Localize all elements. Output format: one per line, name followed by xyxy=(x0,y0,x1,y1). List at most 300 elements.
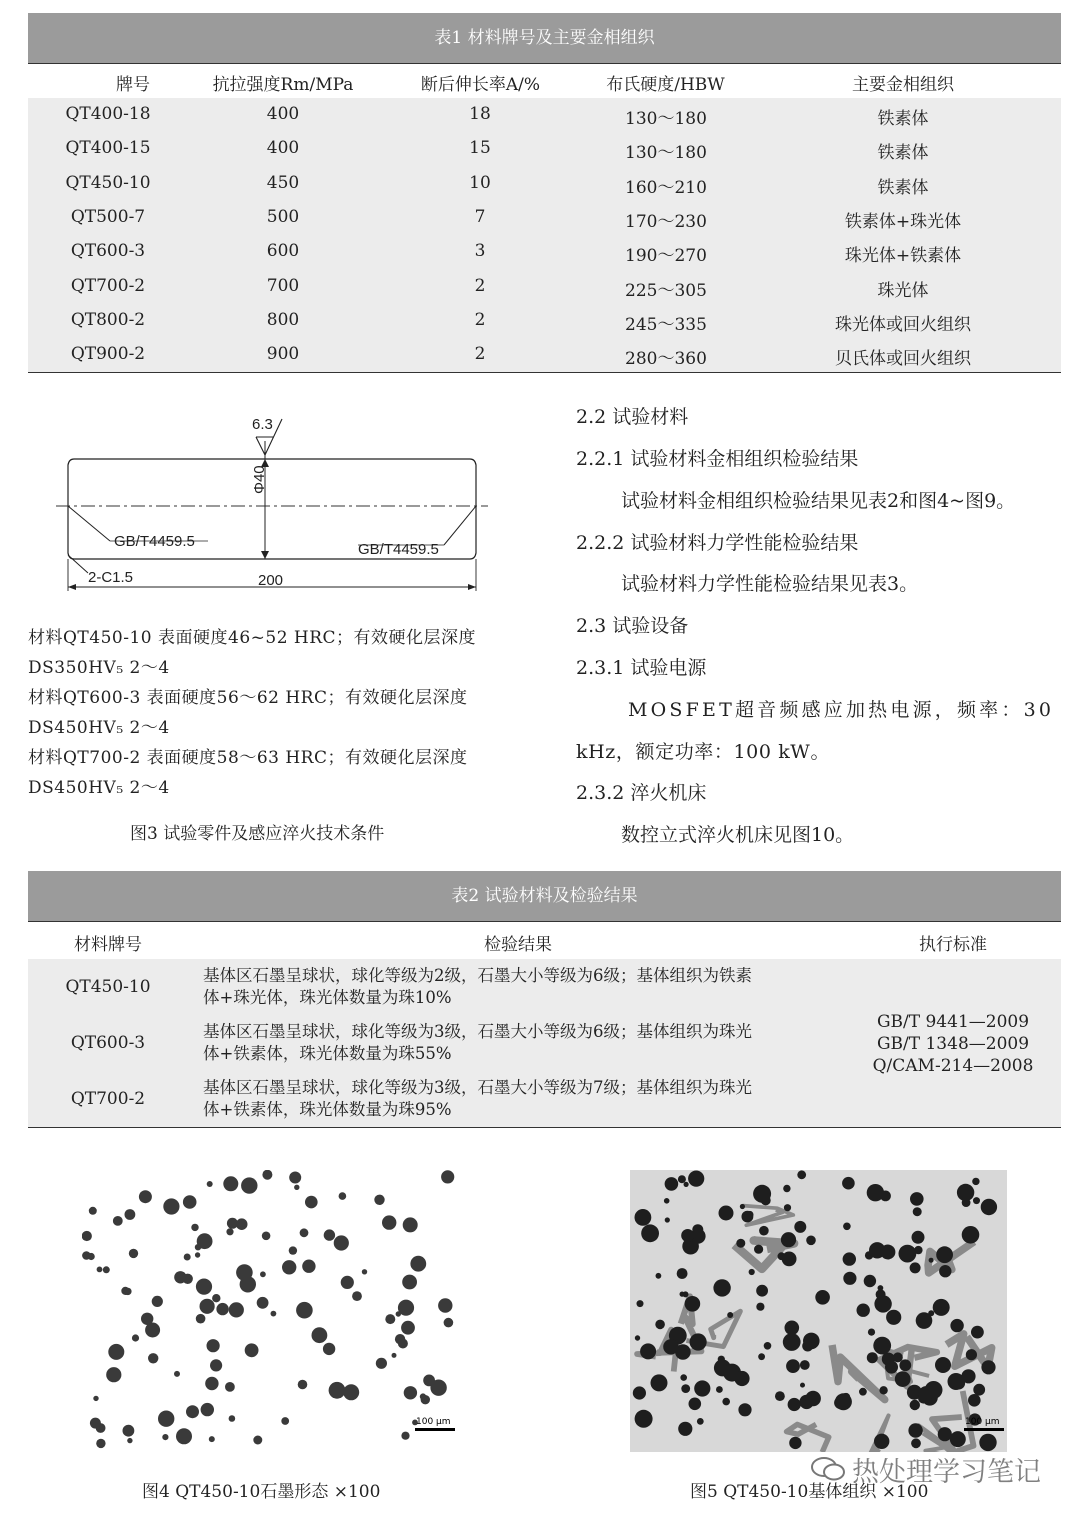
graphite-nodule xyxy=(184,1254,191,1261)
graphite-nodule xyxy=(736,1239,745,1248)
figure4-micrograph xyxy=(82,1170,460,1452)
cell-tensile: 400 xyxy=(266,138,300,159)
graphite-nodule xyxy=(90,1418,101,1429)
section-heading: 2.3 试验设备 xyxy=(576,615,689,637)
graphite-nodule xyxy=(784,1204,791,1211)
graphite-nodule xyxy=(174,1271,186,1283)
cell-result xyxy=(203,965,843,1009)
graphite-nodule xyxy=(678,1422,692,1436)
graphite-nodule xyxy=(899,1359,911,1371)
graphite-nodule xyxy=(681,1229,694,1242)
cell-structure: 铁素体 xyxy=(877,177,929,198)
graphite-nodule xyxy=(957,1184,974,1201)
graphite-nodule xyxy=(635,1209,652,1226)
table-row xyxy=(28,235,1061,269)
cell-structure: 铁素体 xyxy=(877,109,929,129)
graphite-nodule xyxy=(174,1371,180,1377)
cell-structure: 铁素体+珠光体 xyxy=(844,211,962,232)
graphite-nodule xyxy=(684,1182,689,1187)
graphite-nodule xyxy=(207,1339,220,1352)
graphite-nodule xyxy=(129,1249,138,1258)
section-heading: 2.2 试验材料 xyxy=(576,406,689,428)
figure4-caption: 图4 QT450-10石墨形态 ×100 xyxy=(142,1482,381,1502)
graphite-nodule xyxy=(392,1353,397,1358)
graphite-nodule xyxy=(226,1228,233,1235)
graphite-nodule xyxy=(936,1246,953,1263)
graphite-nodule xyxy=(352,1291,362,1301)
cell-elongation: 7 xyxy=(474,206,486,227)
scale-bar xyxy=(964,1428,1004,1443)
graphite-nodule xyxy=(635,1410,653,1428)
graphite-nodule xyxy=(262,1170,272,1180)
section-heading: 2.3.1 试验电源 xyxy=(576,657,707,679)
graphite-nodule xyxy=(928,1310,934,1316)
table1-body xyxy=(28,98,1061,373)
section-heading: 2.3.2 淬火机床 xyxy=(576,782,707,804)
graphite-nodule xyxy=(262,1232,271,1241)
graphite-nodule xyxy=(966,1349,977,1360)
graphite-nodule xyxy=(788,1398,801,1411)
table1-header-hardness: 布氏硬度/HBW xyxy=(606,75,725,95)
graphite-nodule xyxy=(296,1302,313,1319)
graphite-nodule xyxy=(430,1380,446,1396)
graphite-nodule xyxy=(910,1400,920,1410)
graphite-nodule xyxy=(382,1215,396,1229)
graphite-nodule xyxy=(96,1439,105,1448)
spec-line: DS450HV₅ 2～4 xyxy=(28,718,170,738)
graphite-nodule xyxy=(240,1276,256,1292)
graphite-nodule xyxy=(633,1386,646,1399)
graphite-nodule xyxy=(756,1285,768,1297)
graphite-nodule xyxy=(271,1311,277,1317)
graphite-nodule xyxy=(125,1209,136,1220)
graphite-nodule xyxy=(640,1343,656,1359)
graphite-nodule xyxy=(929,1258,934,1263)
graphite-nodule xyxy=(664,1198,670,1204)
figure5-caption: 图5 QT450-10基体组织 ×100 xyxy=(690,1482,929,1502)
graphite-nodule xyxy=(656,1273,662,1279)
graphite-nodule xyxy=(655,1320,665,1330)
graphite-nodule xyxy=(376,1358,387,1369)
graphite-nodule xyxy=(651,1374,668,1391)
cell-hardness: 160～210 xyxy=(625,177,707,198)
graphite-nodule xyxy=(797,1170,806,1179)
graphite-nodule xyxy=(334,1235,349,1250)
standard-item: Q/CAM-214—2008 xyxy=(872,1056,1034,1076)
graphite-nodule xyxy=(867,1184,884,1201)
graphite-nodule xyxy=(106,1367,121,1382)
graphite-nodule xyxy=(775,1391,785,1401)
graphite-nodule xyxy=(132,1334,139,1341)
graphite-nodule xyxy=(401,1321,415,1335)
cell-structure: 贝氏体或回火组织 xyxy=(835,349,971,370)
graphite-nodule xyxy=(196,1314,206,1324)
graphite-nodule xyxy=(103,1266,110,1273)
graphite-nodule xyxy=(968,1394,981,1407)
graphite-nodule xyxy=(282,1260,296,1274)
graphite-nodule xyxy=(441,1170,454,1183)
cell-hardness: 130～180 xyxy=(625,109,707,129)
graphite-nodule xyxy=(223,1176,238,1191)
wechat-icon xyxy=(810,1455,846,1483)
table-row xyxy=(28,1071,1061,1127)
graphite-nodule xyxy=(444,1318,454,1328)
graphite-nodule xyxy=(895,1371,911,1387)
graphite-nodule xyxy=(783,1333,801,1351)
cell-elongation: 2 xyxy=(474,344,486,365)
graphite-nodule xyxy=(141,1313,153,1325)
graphite-nodule xyxy=(176,1428,192,1444)
graphite-nodule xyxy=(719,1206,734,1221)
graphite-nodule xyxy=(800,1383,805,1388)
graphite-nodule xyxy=(195,1252,200,1257)
graphite-nodule xyxy=(401,1432,409,1440)
graphite-nodule xyxy=(783,1185,790,1192)
graphite-nodule xyxy=(782,1252,797,1267)
graphite-nodule xyxy=(940,1307,947,1314)
graphite-nodule xyxy=(802,1341,813,1352)
graphite-nodule xyxy=(298,1380,308,1390)
graphite-nodule xyxy=(971,1326,984,1339)
graphite-nodule xyxy=(289,1246,297,1254)
graphite-nodule xyxy=(281,1417,289,1425)
graphite-nodule xyxy=(123,1425,135,1437)
graphite-nodule xyxy=(805,1391,821,1407)
graphite-nodule xyxy=(874,1295,891,1312)
graphite-nodule xyxy=(300,1228,309,1237)
cell-tensile: 450 xyxy=(266,172,300,193)
graphite-nodule xyxy=(241,1177,257,1193)
graphite-nodule xyxy=(950,1319,963,1332)
graphite-nodule xyxy=(404,1386,417,1399)
graphite-nodule xyxy=(210,1359,222,1371)
scale-label: 100 μm xyxy=(416,1417,451,1427)
graphite-nodule xyxy=(697,1418,704,1425)
section-heading: 2.2.1 试验材料金相组织检验结果 xyxy=(576,448,859,470)
cell-grade: QT700-2 xyxy=(70,275,146,296)
graphite-nodule xyxy=(410,1256,426,1272)
graphite-nodule xyxy=(341,1276,354,1289)
graphite-nodule xyxy=(197,1233,213,1249)
standard-item: GB/T 9441—2009 xyxy=(876,1012,1030,1032)
graphite-nodule xyxy=(908,1423,922,1437)
graphite-nodule xyxy=(127,1438,132,1443)
graphite-nodule xyxy=(420,1393,426,1399)
graphite-nodule xyxy=(294,1185,299,1190)
pearlite-region xyxy=(832,1345,885,1400)
graphite-nodule xyxy=(82,1231,92,1241)
graphite-nodule xyxy=(688,1171,704,1187)
graphite-nodule xyxy=(690,1333,707,1350)
graphite-nodule xyxy=(212,1294,220,1302)
graphite-nodule xyxy=(398,1339,408,1349)
roughness-label: 6.3 xyxy=(252,416,273,433)
graphite-nodule xyxy=(108,1344,124,1360)
table-row xyxy=(28,338,1061,372)
cell-grade: QT450-10 xyxy=(65,977,151,997)
graphite-nodule xyxy=(800,1360,810,1370)
table-row xyxy=(28,959,1061,1015)
graphite-nodule xyxy=(680,1374,687,1381)
graphite-nodule xyxy=(89,1207,97,1215)
graphite-nodule xyxy=(722,1398,730,1406)
result-line: 体+铁素体，珠光体数量为珠55% xyxy=(203,1044,452,1063)
chamfer-label: 2-C1.5 xyxy=(88,569,134,586)
graphite-nodule xyxy=(678,1175,686,1183)
standard-item: GB/T 1348—2009 xyxy=(876,1034,1030,1054)
graphite-nodule xyxy=(402,1275,417,1290)
cell-grade: QT400-18 xyxy=(65,104,151,124)
cell-hardness: 280～360 xyxy=(625,349,707,370)
graphite-nodule xyxy=(912,1231,925,1244)
cell-tensile: 700 xyxy=(266,275,300,296)
graphite-nodule xyxy=(885,1361,898,1374)
table-row xyxy=(28,304,1061,338)
graphite-nodule xyxy=(158,1411,174,1427)
graphite-nodule xyxy=(113,1216,123,1226)
table-row xyxy=(28,270,1061,304)
graphite-nodule xyxy=(738,1403,751,1416)
cell-structure: 铁素体 xyxy=(877,143,929,164)
graphite-nodule xyxy=(794,1221,806,1233)
graphite-nodule xyxy=(343,1384,359,1400)
result-line: 体+铁素体，珠光体数量为珠95% xyxy=(203,1100,452,1119)
graphite-nodule xyxy=(681,1384,690,1393)
graphite-nodule xyxy=(740,1204,745,1209)
paragraph: kHz，额定功率：100 kW。 xyxy=(576,741,831,763)
graphite-nodule xyxy=(843,1272,856,1285)
table-row xyxy=(28,98,1061,132)
graphite-nodule xyxy=(329,1382,346,1399)
graphite-nodule xyxy=(806,1236,816,1246)
graphite-nodule xyxy=(641,1224,659,1242)
spec-line: 材料QT700-2 表面硬度58～63 HRC；有效硬化层深度 xyxy=(28,748,468,768)
graphite-nodule xyxy=(857,1304,870,1317)
graphite-nodule xyxy=(200,1299,215,1314)
graphite-nodule xyxy=(229,1302,244,1317)
graphite-nodule xyxy=(186,1405,199,1418)
graphite-nodule xyxy=(981,1199,997,1215)
graphite-nodule xyxy=(680,1292,685,1297)
graphite-nodule xyxy=(913,1207,922,1216)
graphite-nodule xyxy=(685,1296,701,1312)
graphite-nodule xyxy=(201,1403,214,1416)
graphite-nodule xyxy=(677,1268,688,1279)
table-row xyxy=(28,132,1061,166)
graphite-nodule xyxy=(93,1396,98,1401)
graphite-nodule xyxy=(305,1196,318,1209)
spec-line: DS350HV₅ 2～4 xyxy=(28,658,170,678)
cell-grade: QT600-3 xyxy=(70,1033,146,1053)
cell-elongation: 2 xyxy=(474,275,486,296)
graphite-nodule xyxy=(82,1251,91,1260)
graphite-nodule xyxy=(245,1343,259,1357)
spec-line: 材料QT450-10 表面硬度46~52 HRC；有效硬化层深度 xyxy=(28,628,477,648)
cell-structure: 珠光体或回火组织 xyxy=(835,314,971,335)
diameter-label: Φ40 xyxy=(251,465,268,494)
cell-hardness: 245～335 xyxy=(625,314,707,335)
graphite-nodule xyxy=(289,1172,301,1184)
cell-hardness: 170～230 xyxy=(625,211,707,232)
result-line: 基体区石墨呈球状，球化等级为3级，石墨大小等级为6级；基体组织为珠光 xyxy=(203,1022,752,1041)
graphite-nodule xyxy=(716,1386,723,1393)
graphite-nodule xyxy=(843,1252,856,1265)
cell-grade: QT900-2 xyxy=(70,344,146,365)
figure3-caption: 图3 试验零件及感应淬火技术条件 xyxy=(130,824,385,844)
graphite-nodule xyxy=(981,1360,995,1374)
table2-header xyxy=(28,921,1061,960)
cell-tensile: 600 xyxy=(266,241,300,262)
table-row xyxy=(28,167,1061,201)
graphite-nodule xyxy=(183,1195,197,1209)
table2-header-standard: 执行标准 xyxy=(919,935,987,955)
graphite-nodule xyxy=(148,1353,158,1363)
graphite-nodule xyxy=(339,1192,347,1200)
graphite-nodule xyxy=(781,1232,796,1247)
table1-header xyxy=(28,63,1061,99)
cell-elongation: 2 xyxy=(474,309,486,330)
paragraph: 数控立式淬火机床见图10。 xyxy=(621,824,855,846)
graphite-nodule xyxy=(973,1384,985,1396)
graphite-nodule xyxy=(718,1356,725,1363)
graphite-nodule xyxy=(939,1265,951,1277)
graphite-nodule xyxy=(815,1290,830,1305)
graphite-nodule xyxy=(694,1380,710,1396)
graphite-nodule xyxy=(324,1229,335,1240)
result-line: 基体区石墨呈球状，球化等级为2级，石墨大小等级为6级；基体组织为铁素 xyxy=(203,966,752,985)
graphite-nodule xyxy=(869,1242,885,1258)
length-label: 200 xyxy=(258,572,284,589)
graphite-nodule xyxy=(191,1224,198,1231)
paragraph: 试验材料金相组织检验结果见表2和图4~图9。 xyxy=(621,490,1016,512)
table1-header-structure: 主要金相组织 xyxy=(852,75,954,95)
cell-result xyxy=(203,1021,843,1065)
center-hole-left-label: GB/T4459.5 xyxy=(114,533,195,550)
scale-label: 100 μm xyxy=(965,1417,1000,1427)
graphite-nodule xyxy=(961,1369,975,1383)
cell-grade: QT450-10 xyxy=(65,172,151,193)
table1-header-elongation: 断后伸长率A/% xyxy=(420,75,541,95)
graphite-nodule xyxy=(914,1246,922,1254)
graphite-nodule xyxy=(753,1185,771,1203)
cell-standards xyxy=(868,1011,1038,1077)
graphite-nodule xyxy=(216,1303,228,1315)
table1-title: 表1 材料牌号及主要金相组织 xyxy=(28,13,1061,63)
graphite-nodule xyxy=(257,1297,269,1309)
graphite-nodule xyxy=(786,1359,800,1373)
graphite-nodule xyxy=(362,1269,367,1274)
graphite-nodule xyxy=(789,1437,801,1449)
graphite-nodule xyxy=(864,1275,876,1287)
graphite-nodule xyxy=(229,1415,236,1422)
graphite-nodule xyxy=(938,1427,952,1441)
figure5-micrograph xyxy=(630,1170,1007,1452)
cell-grade: QT600-3 xyxy=(70,241,146,262)
graphite-nodule xyxy=(868,1329,875,1336)
graphite-nodule xyxy=(302,1260,315,1273)
graphite-nodule xyxy=(253,1436,262,1445)
cell-hardness: 130～180 xyxy=(625,143,707,164)
graphite-nodule xyxy=(910,1192,924,1206)
graphite-nodule xyxy=(396,1311,401,1316)
graphite-nodule xyxy=(758,1353,765,1360)
graphite-nodule xyxy=(899,1245,917,1263)
graphite-nodule xyxy=(859,1388,867,1396)
table2-header-result: 检验结果 xyxy=(484,935,552,955)
graphite-nodule xyxy=(207,1181,213,1187)
graphite-nodule xyxy=(893,1352,903,1362)
graphite-nodule xyxy=(734,1371,749,1386)
graphite-nodule xyxy=(785,1321,800,1336)
graphite-nodule xyxy=(323,1343,335,1355)
graphite-nodule xyxy=(842,1393,850,1401)
graphite-nodule xyxy=(162,1434,168,1440)
graphite-nodule xyxy=(756,1303,764,1311)
graphite-nodule xyxy=(152,1296,163,1307)
graphite-nodule xyxy=(874,1434,889,1449)
paragraph: MOSFET超音频感应加热电源，频率：30 xyxy=(628,699,1055,721)
table2-title: 表2 试验材料及检验结果 xyxy=(28,871,1061,921)
cell-elongation: 18 xyxy=(469,104,491,124)
graphite-nodule xyxy=(911,1438,921,1448)
cell-structure: 珠光体 xyxy=(877,280,929,301)
watermark-text: 热处理学习笔记 xyxy=(852,1457,1041,1488)
graphite-nodule xyxy=(209,1436,215,1442)
graphite-nodule xyxy=(665,1217,670,1222)
table-row xyxy=(28,201,1061,235)
paragraph: 试验材料力学性能检验结果见表3。 xyxy=(621,573,919,595)
cell-tensile: 500 xyxy=(266,206,300,227)
graphite-nodule xyxy=(742,1211,754,1223)
graphite-nodule xyxy=(749,1269,755,1275)
graphite-nodule xyxy=(225,1382,235,1392)
graphite-nodule xyxy=(689,1398,702,1411)
cell-tensile: 400 xyxy=(266,104,300,124)
graphite-nodule xyxy=(962,1226,980,1244)
graphite-nodule xyxy=(842,1177,855,1190)
graphite-nodule xyxy=(196,1279,212,1295)
graphite-nodule xyxy=(713,1279,730,1296)
result-line: 体+珠光体，珠光体数量为珠10% xyxy=(203,988,452,1007)
table2-body xyxy=(28,959,1061,1128)
graphite-nodule xyxy=(385,1314,395,1324)
graphite-nodule xyxy=(163,1198,179,1214)
cell-hardness: 225～305 xyxy=(625,280,707,301)
spec-line: DS450HV₅ 2～4 xyxy=(28,778,170,798)
graphite-nodule xyxy=(374,1195,384,1205)
graphite-nodule xyxy=(637,1300,644,1307)
section-heading: 2.2.2 试验材料力学性能检验结果 xyxy=(576,532,859,554)
cell-grade: QT800-2 xyxy=(70,309,146,330)
graphite-nodule xyxy=(764,1342,772,1350)
cell-structure: 珠光体+铁素体 xyxy=(844,246,962,267)
graphite-nodule xyxy=(972,1178,979,1185)
table2-header-grade: 材料牌号 xyxy=(74,935,142,955)
graphite-nodule xyxy=(879,1386,887,1394)
graphite-nodule xyxy=(403,1217,418,1232)
graphite-nodule xyxy=(312,1327,328,1343)
graphite-nodule xyxy=(205,1377,218,1390)
graphite-nodule xyxy=(843,1223,851,1231)
graphite-nodule xyxy=(260,1271,266,1277)
graphite-nodule xyxy=(727,1312,733,1318)
graphite-nodule xyxy=(935,1357,951,1373)
cell-result xyxy=(203,1077,843,1121)
graphite-nodule xyxy=(635,1335,640,1340)
graphite-nodule xyxy=(873,1337,891,1355)
cell-tensile: 800 xyxy=(266,309,300,330)
graphite-nodule xyxy=(665,1177,679,1191)
